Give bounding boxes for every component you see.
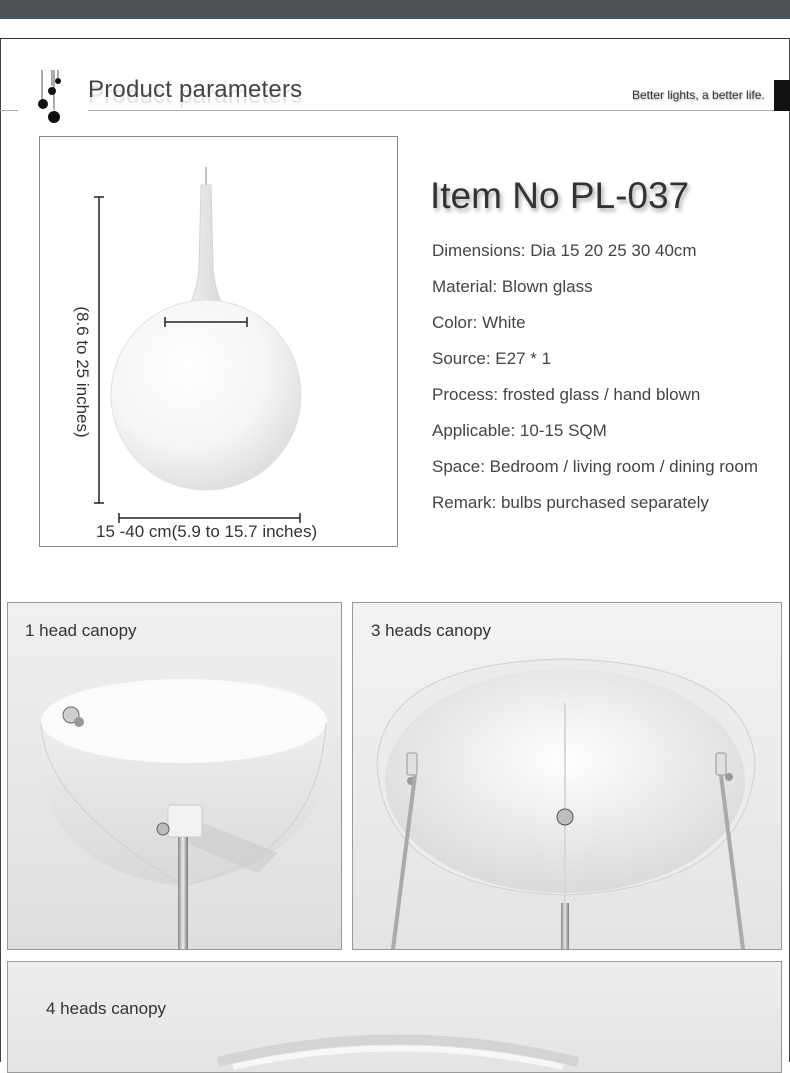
four-heads-canopy-label: 4 heads canopy [46,999,167,1018]
pendant-lights-logo-icon [36,70,66,126]
spec-process: Process: frosted glass / hand blown [432,385,701,404]
one-head-canopy-label: 1 head canopy [25,621,137,640]
header-accent-block [774,80,790,111]
spec-dimensions: Dimensions: Dia 15 20 25 30 40cm [432,241,697,260]
spec-applicable: Applicable: 10-15 SQM [432,421,607,440]
header-rule-left [0,110,18,111]
header-rule [88,110,778,111]
spec-remark: Remark: bulbs purchased separately [432,493,709,512]
section-title: Product parameters [88,76,303,103]
height-dimension-label: (8.6 to 25 inches) [73,306,92,438]
left-border [0,39,1,1062]
spec-material: Material: Blown glass [432,277,593,296]
top-bar [0,0,790,19]
spec-color: Color: White [432,313,526,332]
one-head-canopy-panel [7,602,342,950]
three-heads-canopy-label: 3 heads canopy [371,621,492,640]
three-heads-canopy-panel [352,602,782,950]
four-heads-canopy-image [8,962,781,1072]
three-heads-canopy-image [353,603,781,949]
spec-source: Source: E27 * 1 [432,349,552,368]
pendant-lamp-illustration [40,137,396,545]
item-number: Item No PL-037 [430,175,690,216]
one-head-canopy-image [8,603,341,949]
top-divider [0,38,790,39]
slogan: Better lights, a better life. [632,88,765,102]
four-heads-canopy-panel [7,961,782,1073]
width-dimension-label: 15 -40 cm(5.9 to 15.7 inches) [96,522,318,541]
spec-space: Space: Bedroom / living room / dining room [432,457,758,476]
